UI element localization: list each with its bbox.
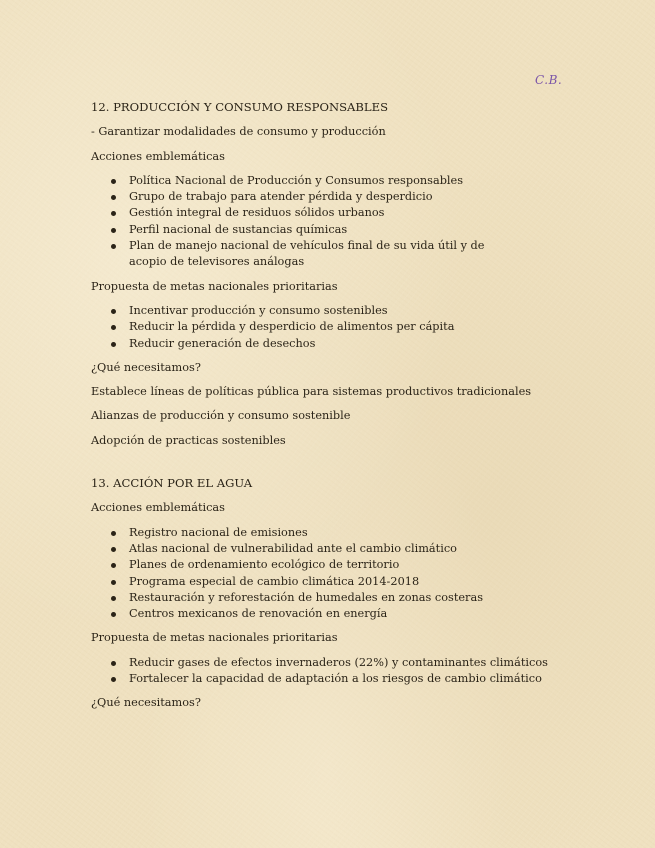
section-12-necesitamos-item: Alianzas de producción y consumo sostenible	[91, 409, 351, 423]
bullet-icon	[111, 531, 116, 536]
bullet-icon	[111, 342, 116, 347]
bullet-icon	[111, 596, 116, 601]
section-12-heading: 12. PRODUCCIÓN Y CONSUMO RESPONSABLES	[91, 100, 389, 114]
bullet-icon	[111, 309, 116, 314]
bullet-icon	[111, 244, 116, 249]
list-item	[129, 541, 611, 557]
section-13-necesitamos-label: ¿Qué necesitamos?	[91, 696, 201, 710]
bullet-icon	[111, 228, 116, 233]
list-item	[129, 319, 611, 335]
section-12-propuesta-label: Propuesta de metas nacionales prioritarias	[91, 279, 338, 293]
list-item-text: Centros mexicanos de renovación en energía	[129, 607, 388, 621]
list-item	[129, 205, 611, 221]
list-item	[129, 173, 611, 189]
section-12-acciones-label: Acciones emblemáticas	[91, 149, 225, 163]
list-item	[129, 222, 611, 238]
list-item	[129, 574, 611, 590]
section-12-acciones-list	[91, 173, 611, 271]
list-item	[129, 655, 611, 671]
bullet-icon	[111, 547, 116, 552]
bullet-icon	[111, 563, 116, 568]
section-13-propuestas-list	[91, 655, 611, 688]
section-13-acciones-label: Acciones emblemáticas	[91, 501, 225, 515]
bullet-icon	[111, 612, 116, 617]
list-item	[129, 303, 611, 319]
list-item	[129, 238, 611, 271]
section-12-necesitamos-label: ¿Qué necesitamos?	[91, 360, 201, 374]
list-item	[129, 557, 611, 573]
list-item	[129, 671, 611, 687]
author-initials: C.B.	[535, 73, 563, 87]
list-item	[129, 606, 611, 622]
list-item-text: Planes de ordenamiento ecológico de territorio	[129, 558, 400, 572]
list-item-text: Grupo de trabajo para atender pérdida y desperdicio	[129, 190, 433, 204]
bullet-icon	[111, 677, 116, 682]
bullet-icon	[111, 580, 116, 585]
list-item-text: Política Nacional de Producción y Consumos responsables	[129, 173, 464, 187]
section-13-propuesta-label: Propuesta de metas nacionales prioritarias	[91, 631, 338, 645]
section-12-propuestas-list	[91, 303, 611, 352]
list-item-text: Plan de manejo nacional de vehículos final de su vida útil y de acopio de televisores análogas	[129, 239, 485, 269]
list-item-text: Reducir gases de efectos invernaderos (22%) y contaminantes climáticos	[129, 655, 548, 669]
section-12-necesitamos-item: Adopción de practicas sostenibles	[91, 433, 286, 447]
list-item-text: Gestión integral de residuos sólidos urbanos	[129, 206, 385, 220]
bullet-icon	[111, 195, 116, 200]
list-item-text: Programa especial de cambio climática 2014-2018	[129, 574, 420, 588]
section-13-heading: 13. ACCIÓN POR EL AGUA	[91, 476, 253, 491]
list-item-text: Fortalecer la capacidad de adaptación a los riesgos de cambio climático	[129, 672, 542, 686]
list-item-text: Reducir generación de desechos	[129, 336, 316, 350]
list-item	[129, 525, 611, 541]
list-item-text: Perfil nacional de sustancias químicas	[129, 222, 348, 236]
list-item-text: Incentivar producción y consumo sostenibles	[129, 303, 388, 317]
document-content	[91, 99, 611, 720]
list-item-text: Registro nacional de emisiones	[129, 525, 308, 539]
section-12-subtitle: - Garantizar modalidades de consumo y producción	[91, 125, 386, 139]
bullet-icon	[111, 211, 116, 216]
section-spacer	[91, 457, 611, 475]
bullet-icon	[111, 179, 116, 184]
bullet-icon	[111, 661, 116, 666]
list-item-text: Restauración y reforestación de humedales en zonas costeras	[129, 590, 483, 604]
section-12-necesitamos-item: Establece líneas de políticas pública para sistemas productivos tradicionales	[91, 385, 532, 399]
list-item	[129, 189, 611, 205]
list-item	[129, 336, 611, 352]
bullet-icon	[111, 325, 116, 330]
section-13-acciones-list	[91, 525, 611, 623]
list-item-text: Reducir la pérdida y desperdicio de alimentos per cápita	[129, 320, 455, 334]
list-item-text: Atlas nacional de vulnerabilidad ante el cambio climático	[129, 541, 457, 555]
list-item	[129, 590, 611, 606]
